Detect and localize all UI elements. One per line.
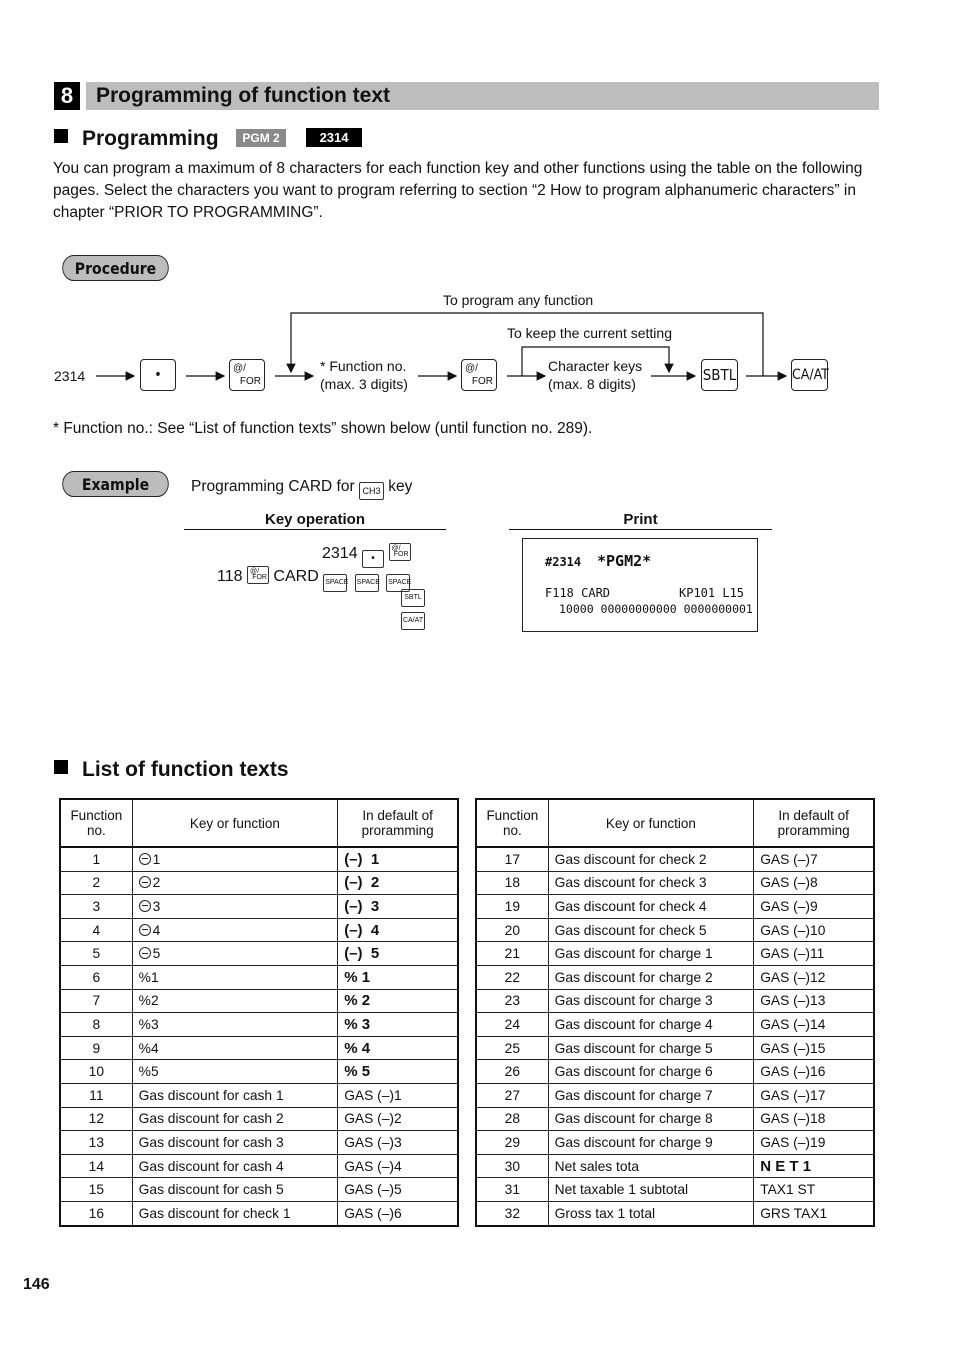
table-row — [60, 871, 458, 895]
function-no-cell: 14 — [60, 1154, 132, 1178]
key-or-function-text: %2 — [138, 993, 159, 1009]
key-or-function-cell — [132, 1083, 338, 1107]
table-row — [476, 1201, 874, 1225]
key-or-function-text: %1 — [138, 969, 159, 985]
header-default: In default of proramming — [338, 799, 458, 847]
table-row — [476, 1013, 874, 1037]
function-no-cell: 29 — [476, 1131, 548, 1155]
key-or-function-cell — [132, 1201, 338, 1225]
default-text-cell: GAS (–)9 — [754, 895, 874, 919]
table-row — [476, 847, 874, 871]
function-no-cell: 31 — [476, 1178, 548, 1202]
key-or-function-text: Gas discount for check 3 — [554, 875, 707, 891]
table-row — [60, 1107, 458, 1131]
for-key-small: @/ FOR — [389, 543, 411, 561]
procedure-label: Procedure — [62, 255, 168, 281]
default-text-cell: GAS (–)2 — [338, 1107, 458, 1131]
function-no-cell: 6 — [60, 965, 132, 989]
minus-key-icon — [139, 924, 151, 936]
table-row — [60, 895, 458, 919]
table-row — [476, 989, 874, 1013]
table-row — [476, 942, 874, 966]
table-row — [476, 871, 874, 895]
key-or-function-text: Gas discount for cash 2 — [138, 1111, 284, 1127]
space-key-1: SPACE — [323, 574, 347, 592]
loop-any-function-label: To program any function — [443, 292, 594, 308]
default-text-cell: GAS (–)17 — [754, 1083, 874, 1107]
key-or-function-cell — [548, 965, 754, 989]
function-no-cell: 15 — [60, 1178, 132, 1202]
table-row — [476, 1131, 874, 1155]
key-or-function-text: Gas discount for cash 5 — [138, 1182, 284, 1198]
key-or-function-text: 5 — [152, 946, 161, 962]
default-text-cell: TAX1 ST — [754, 1178, 874, 1202]
key-or-function-text: 1 — [152, 851, 161, 867]
key-or-function-text: Gas discount for charge 5 — [554, 1040, 713, 1056]
key-or-function-text: 4 — [152, 922, 161, 938]
function-no-cell: 28 — [476, 1107, 548, 1131]
section-number: 8 — [54, 82, 80, 110]
space-key-2: SPACE — [355, 574, 379, 592]
caat-key-small: CA/AT — [401, 612, 425, 630]
key-or-function-text: Gas discount for charge 9 — [554, 1134, 713, 1150]
receipt-line-1a: #2314 — [545, 555, 582, 569]
function-no-cell: 8 — [60, 1013, 132, 1037]
table-row — [476, 1178, 874, 1202]
default-text-cell: GAS (–)6 — [338, 1201, 458, 1225]
key-or-function-cell — [548, 1201, 754, 1225]
receipt-line-3: 10000 00000000000 0000000001 — [559, 602, 753, 616]
key-or-function-text: Gas discount for charge 8 — [554, 1111, 713, 1127]
key-or-function-cell — [548, 989, 754, 1013]
key-or-function-text: Gas discount for check 4 — [554, 898, 707, 914]
default-text-cell: GAS (–)15 — [754, 1036, 874, 1060]
table-row — [476, 1107, 874, 1131]
key-op-line-2: 118 @/ FOR CARD SPACE SPACE SPACE — [217, 566, 410, 592]
key-or-function-text: %4 — [138, 1040, 159, 1056]
function-no-footnote: * Function no.: See “List of function texts” shown below (until function no. 289). — [53, 420, 593, 437]
default-text-cell: % 5 — [338, 1060, 458, 1084]
default-text-cell: (–) 5 — [338, 942, 458, 966]
sbtl-key-small: SBTL — [401, 589, 425, 607]
default-text-cell: (–) 4 — [338, 918, 458, 942]
key-or-function-cell — [548, 942, 754, 966]
function-no-cell: 19 — [476, 895, 548, 919]
procedure-start-code: 2314 — [54, 368, 86, 384]
default-text-cell: GAS (–)18 — [754, 1107, 874, 1131]
function-no-cell: 32 — [476, 1201, 548, 1225]
minus-key-icon — [139, 947, 151, 959]
intro-paragraph: You can program a maximum of 8 characters for each function key and other functions using the table on the following pages. Select the characters you want to program referring to section “2 How to program alphanumeric characters” in chapter “PRIOR TO PROGRAMMING”. — [53, 160, 863, 221]
key-or-function-cell — [132, 965, 338, 989]
function-no-cell: 10 — [60, 1060, 132, 1084]
header-function-no: Function no. — [476, 799, 548, 847]
function-no-cell: 16 — [60, 1201, 132, 1225]
key-or-function-cell — [132, 942, 338, 966]
key-or-function-text: Gas discount for cash 1 — [138, 1087, 284, 1103]
default-text-cell: GAS (–)7 — [754, 847, 874, 871]
default-text-cell: GAS (–)10 — [754, 918, 874, 942]
print-receipt — [522, 538, 758, 632]
key-or-function-cell — [548, 895, 754, 919]
function-no-cell: 12 — [60, 1107, 132, 1131]
key-or-function-text: Gas discount for check 5 — [554, 922, 707, 938]
key-or-function-text: Gas discount for charge 4 — [554, 1016, 713, 1032]
page-number: 146 — [23, 1276, 50, 1293]
function-number-step: * Function no. (max. 3 digits) — [320, 358, 408, 392]
caat-key: CA/AT — [791, 359, 828, 391]
space-key-3: SPACE — [386, 574, 410, 592]
table-row — [476, 1060, 874, 1084]
key-or-function-text: Gross tax 1 total — [554, 1205, 656, 1221]
minus-key-icon — [139, 876, 151, 888]
table-row — [60, 918, 458, 942]
key-operation-header: Key operation — [184, 511, 446, 530]
function-no-cell: 7 — [60, 989, 132, 1013]
function-no-cell: 11 — [60, 1083, 132, 1107]
pgm-mode-badge: PGM 2 — [236, 129, 285, 147]
key-or-function-text: Gas discount for charge 7 — [554, 1087, 713, 1103]
header-default: In default of proramming — [754, 799, 874, 847]
receipt-line-2b: KP101 L15 — [679, 586, 745, 600]
key-or-function-cell — [132, 1154, 338, 1178]
table-row — [476, 1154, 874, 1178]
key-or-function-text: %5 — [138, 1064, 159, 1080]
function-no-cell: 24 — [476, 1013, 548, 1037]
key-or-function-cell — [548, 1131, 754, 1155]
function-no-cell: 27 — [476, 1083, 548, 1107]
default-text-cell: GAS (–)8 — [754, 871, 874, 895]
key-or-function-text: Gas discount for charge 1 — [554, 946, 713, 962]
key-or-function-cell — [548, 1060, 754, 1084]
key-or-function-cell — [132, 1131, 338, 1155]
key-or-function-text: %3 — [138, 1016, 159, 1032]
table-row — [60, 1036, 458, 1060]
key-or-function-cell — [548, 1083, 754, 1107]
default-text-cell: GAS (–)19 — [754, 1131, 874, 1155]
job-code-badge: 2314 — [306, 128, 363, 147]
key-op-line-1: 2314 • @/ FOR — [322, 543, 411, 568]
receipt-line-2a: F118 CARD — [545, 586, 611, 600]
table-row — [60, 1131, 458, 1155]
key-or-function-cell — [132, 1178, 338, 1202]
table-row — [60, 1201, 458, 1225]
default-text-cell: % 3 — [338, 1013, 458, 1037]
bullet-square-icon-2 — [54, 760, 68, 774]
header-key-or-function: Key or function — [548, 799, 754, 847]
sbtl-key: SBTL — [701, 359, 738, 391]
key-or-function-cell — [548, 1013, 754, 1037]
default-text-cell: GAS (–)16 — [754, 1060, 874, 1084]
key-or-function-text: Gas discount for charge 3 — [554, 993, 713, 1009]
function-no-cell: 23 — [476, 989, 548, 1013]
loop-keep-setting-label: To keep the current setting — [507, 325, 672, 341]
key-or-function-cell — [132, 1036, 338, 1060]
default-text-cell: GRS TAX1 — [754, 1201, 874, 1225]
key-or-function-cell — [132, 895, 338, 919]
table-row — [476, 1083, 874, 1107]
key-or-function-text: Net sales tota — [554, 1158, 640, 1174]
header-function-no: Function no. — [60, 799, 132, 847]
function-no-cell: 5 — [60, 942, 132, 966]
function-no-cell: 18 — [476, 871, 548, 895]
for-key: @/ FOR — [229, 359, 265, 391]
key-or-function-text: Gas discount for cash 4 — [138, 1158, 284, 1174]
table-row — [60, 1154, 458, 1178]
print-header: Print — [509, 511, 772, 530]
table-header-row — [60, 799, 458, 847]
key-or-function-cell — [132, 1013, 338, 1037]
table-row — [60, 1083, 458, 1107]
function-no-cell: 3 — [60, 895, 132, 919]
key-or-function-text: Gas discount for cash 3 — [138, 1134, 284, 1150]
default-text-cell: % 1 — [338, 965, 458, 989]
default-text-cell: % 4 — [338, 1036, 458, 1060]
key-or-function-cell — [132, 871, 338, 895]
ch3-key: CH3 — [359, 482, 384, 500]
character-keys-step: Character keys (max. 8 digits) — [548, 358, 643, 392]
function-table-left — [59, 798, 459, 1227]
key-or-function-text: 2 — [152, 875, 161, 891]
key-or-function-cell — [548, 1036, 754, 1060]
table-row — [60, 1178, 458, 1202]
table-row — [476, 918, 874, 942]
programming-title: Programming — [82, 127, 219, 150]
table-row — [60, 989, 458, 1013]
table-row — [476, 1036, 874, 1060]
function-no-cell: 26 — [476, 1060, 548, 1084]
key-or-function-cell — [548, 1178, 754, 1202]
default-text-cell: (–) 1 — [338, 847, 458, 871]
default-text-cell: (–) 3 — [338, 895, 458, 919]
default-text-cell: GAS (–)4 — [338, 1154, 458, 1178]
key-or-function-cell — [548, 1107, 754, 1131]
point-key: • — [140, 359, 176, 391]
list-title: List of function texts — [82, 758, 289, 781]
default-text-cell: GAS (–)12 — [754, 965, 874, 989]
table-row — [476, 965, 874, 989]
function-no-cell: 9 — [60, 1036, 132, 1060]
function-no-cell: 17 — [476, 847, 548, 871]
function-no-cell: 21 — [476, 942, 548, 966]
key-or-function-cell — [548, 1154, 754, 1178]
function-no-cell: 4 — [60, 918, 132, 942]
key-or-function-cell — [548, 918, 754, 942]
default-text-cell: GAS (–)3 — [338, 1131, 458, 1155]
table-row — [476, 895, 874, 919]
for-key-2: @/ FOR — [461, 359, 497, 391]
function-table-right — [475, 798, 875, 1227]
example-description: Programming CARD for CH3 key — [191, 478, 412, 500]
key-or-function-text: 3 — [152, 898, 161, 914]
list-heading — [54, 758, 289, 782]
minus-key-icon — [139, 853, 151, 865]
function-no-cell: 13 — [60, 1131, 132, 1155]
table-row — [60, 942, 458, 966]
default-text-cell: % 2 — [338, 989, 458, 1013]
table-row — [60, 965, 458, 989]
key-or-function-text: Gas discount for check 2 — [554, 851, 707, 867]
default-text-cell: GAS (–)14 — [754, 1013, 874, 1037]
function-no-cell: 22 — [476, 965, 548, 989]
minus-key-icon — [139, 900, 151, 912]
for-key-small-2: @/ FOR — [247, 566, 269, 584]
key-or-function-cell — [132, 847, 338, 871]
key-or-function-cell — [548, 847, 754, 871]
function-no-cell: 20 — [476, 918, 548, 942]
section-title: Programming of function text — [86, 82, 879, 110]
key-or-function-text: Gas discount for charge 2 — [554, 969, 713, 985]
example-label: Example — [62, 471, 168, 497]
default-text-cell: GAS (–)1 — [338, 1083, 458, 1107]
default-text-cell: (–) 2 — [338, 871, 458, 895]
table-header-row — [476, 799, 874, 847]
function-no-cell: 30 — [476, 1154, 548, 1178]
key-or-function-cell — [548, 871, 754, 895]
key-or-function-text: Net taxable 1 subtotal — [554, 1182, 689, 1198]
table-row — [60, 1013, 458, 1037]
key-or-function-cell — [132, 989, 338, 1013]
table-row — [60, 1060, 458, 1084]
key-or-function-text: Gas discount for check 1 — [138, 1205, 291, 1221]
function-no-cell: 25 — [476, 1036, 548, 1060]
header-key-or-function: Key or function — [132, 799, 338, 847]
default-text-cell: N E T 1 — [754, 1154, 874, 1178]
default-text-cell: GAS (–)5 — [338, 1178, 458, 1202]
default-text-cell: GAS (–)11 — [754, 942, 874, 966]
key-or-function-cell — [132, 1107, 338, 1131]
receipt-line-1b: *PGM2* — [597, 552, 652, 570]
point-key-small: • — [362, 550, 384, 568]
key-or-function-cell — [132, 918, 338, 942]
key-or-function-cell — [132, 1060, 338, 1084]
function-no-cell: 1 — [60, 847, 132, 871]
function-no-cell: 2 — [60, 871, 132, 895]
table-row — [60, 847, 458, 871]
default-text-cell: GAS (–)13 — [754, 989, 874, 1013]
key-or-function-text: Gas discount for charge 6 — [554, 1064, 713, 1080]
